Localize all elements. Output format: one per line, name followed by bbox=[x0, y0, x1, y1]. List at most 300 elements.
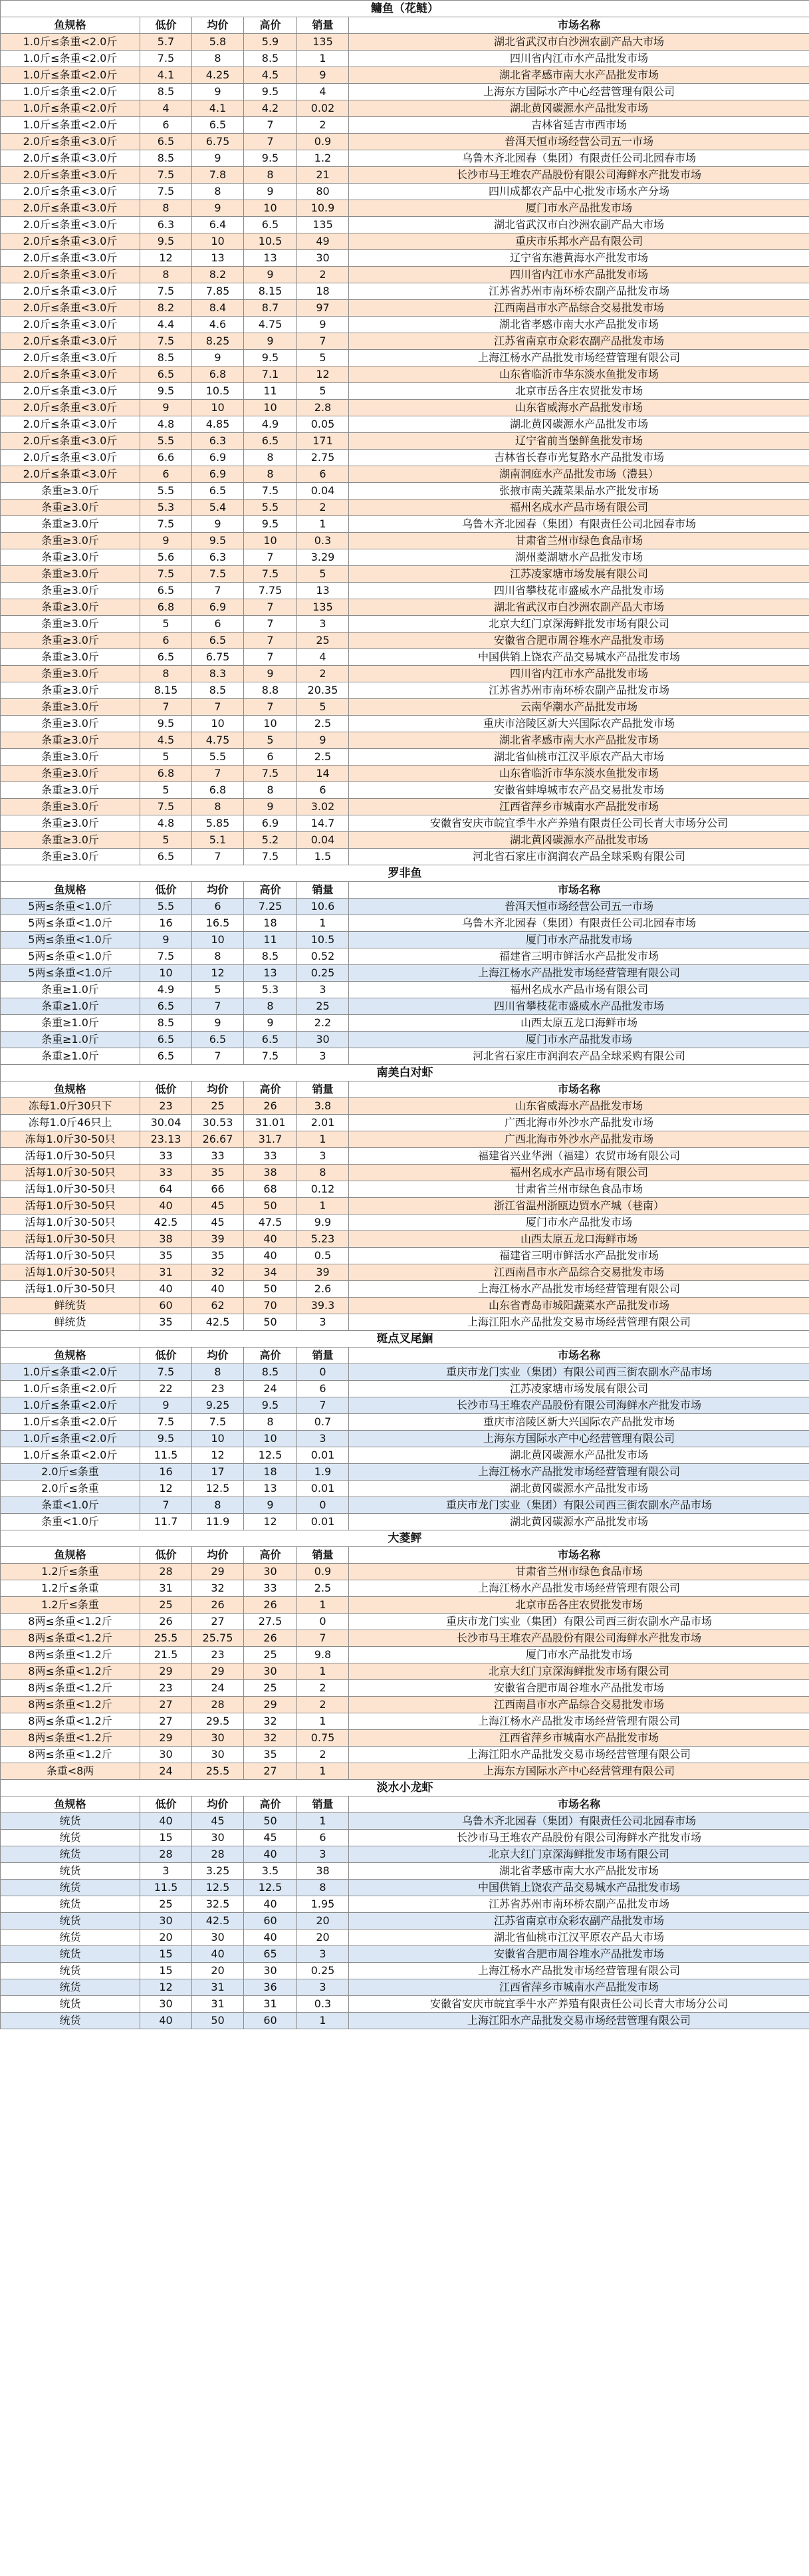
avg-price-cell: 8 bbox=[192, 948, 244, 965]
spec-cell: 2.0斤≤条重<3.0斤 bbox=[1, 433, 140, 450]
spec-cell: 条重≥3.0斤 bbox=[1, 599, 140, 616]
market-cell: 上海江杨水产品批发市场经营管理有限公司 bbox=[349, 965, 809, 982]
avg-price-cell: 26.67 bbox=[192, 1131, 244, 1148]
table-row bbox=[1, 732, 809, 749]
volume-cell: 0.9 bbox=[297, 134, 349, 150]
spec-cell: 条重≥3.0斤 bbox=[1, 500, 140, 516]
low-price-header: 低价 bbox=[140, 1081, 192, 1098]
volume-cell: 20 bbox=[297, 1930, 349, 1946]
high-price-cell: 6 bbox=[244, 749, 297, 766]
volume-cell: 5 bbox=[297, 383, 349, 400]
high-price-cell: 33 bbox=[244, 1148, 297, 1165]
avg-price-cell: 9 bbox=[192, 84, 244, 100]
volume-cell: 6 bbox=[297, 782, 349, 799]
high-price-cell: 5.9 bbox=[244, 34, 297, 51]
spec-header: 鱼规格 bbox=[1, 1348, 140, 1364]
volume-cell: 25 bbox=[297, 633, 349, 649]
volume-cell: 10.5 bbox=[297, 932, 349, 948]
volume-cell: 21 bbox=[297, 167, 349, 184]
market-cell: 四川省内江市水产品批发市场 bbox=[349, 267, 809, 283]
low-price-cell: 8.5 bbox=[140, 350, 192, 366]
market-cell: 湖北省武汉市白沙洲农副产品大市场 bbox=[349, 217, 809, 233]
avg-price-cell: 27 bbox=[192, 1614, 244, 1630]
low-price-cell: 9.5 bbox=[140, 1431, 192, 1447]
avg-price-cell: 3.25 bbox=[192, 1863, 244, 1880]
market-cell: 山西太原五龙口海鲜市场 bbox=[349, 1231, 809, 1248]
market-cell: 湖北黄冈碳源水产品批发市场 bbox=[349, 832, 809, 849]
volume-cell: 3 bbox=[297, 1431, 349, 1447]
avg-price-cell: 42.5 bbox=[192, 1913, 244, 1930]
section-title-row bbox=[1, 1065, 809, 1081]
volume-cell: 5 bbox=[297, 566, 349, 583]
avg-price-cell: 7.8 bbox=[192, 167, 244, 184]
volume-cell: 1 bbox=[297, 516, 349, 533]
volume-cell: 0.75 bbox=[297, 1730, 349, 1747]
low-price-cell: 8 bbox=[140, 267, 192, 283]
high-price-cell: 38 bbox=[244, 1165, 297, 1181]
market-cell: 江西南昌市水产品综合交易批发市场 bbox=[349, 1697, 809, 1713]
spec-header: 鱼规格 bbox=[1, 17, 140, 34]
low-price-cell: 22 bbox=[140, 1381, 192, 1397]
market-cell: 四川省内江市水产品批发市场 bbox=[349, 51, 809, 67]
low-price-cell: 7.5 bbox=[140, 1414, 192, 1431]
avg-price-cell: 8.5 bbox=[192, 682, 244, 699]
avg-price-cell: 12 bbox=[192, 965, 244, 982]
volume-cell: 38 bbox=[297, 1863, 349, 1880]
high-price-cell: 10 bbox=[244, 200, 297, 217]
avg-price-cell: 6.8 bbox=[192, 782, 244, 799]
volume-cell: 1 bbox=[297, 1131, 349, 1148]
avg-price-cell: 24 bbox=[192, 1680, 244, 1697]
low-price-cell: 6.5 bbox=[140, 134, 192, 150]
section-title: 大菱鲆 bbox=[1, 1530, 809, 1547]
table-row bbox=[1, 1663, 809, 1680]
low-price-cell: 29 bbox=[140, 1730, 192, 1747]
avg-price-cell: 7 bbox=[192, 766, 244, 782]
high-price-header: 高价 bbox=[244, 882, 297, 899]
low-price-cell: 28 bbox=[140, 1846, 192, 1863]
spec-cell: 条重≥3.0斤 bbox=[1, 766, 140, 782]
high-price-cell: 12.5 bbox=[244, 1447, 297, 1464]
low-price-cell: 9 bbox=[140, 932, 192, 948]
avg-price-cell: 13 bbox=[192, 250, 244, 267]
table-row bbox=[1, 1813, 809, 1830]
volume-cell: 0.3 bbox=[297, 1996, 349, 2013]
volume-cell: 1 bbox=[297, 1663, 349, 1680]
high-price-cell: 18 bbox=[244, 1464, 297, 1481]
table-row bbox=[1, 1930, 809, 1946]
spec-cell: 1.0斤≤条重<2.0斤 bbox=[1, 1381, 140, 1397]
volume-cell: 9.9 bbox=[297, 1215, 349, 1231]
avg-price-cell: 6.3 bbox=[192, 433, 244, 450]
market-cell: 上海江阳水产品批发交易市场经营管理有限公司 bbox=[349, 2013, 809, 2029]
low-price-cell: 5.3 bbox=[140, 500, 192, 516]
volume-cell: 0.12 bbox=[297, 1181, 349, 1198]
volume-cell: 2 bbox=[297, 117, 349, 134]
high-price-cell: 7 bbox=[244, 599, 297, 616]
volume-cell: 3 bbox=[297, 616, 349, 633]
market-cell: 上海江杨水产品批发市场经营管理有限公司 bbox=[349, 350, 809, 366]
spec-cell: 统货 bbox=[1, 1813, 140, 1830]
high-price-cell: 9 bbox=[244, 799, 297, 815]
avg-price-cell: 12.5 bbox=[192, 1481, 244, 1497]
avg-price-cell: 4.1 bbox=[192, 100, 244, 117]
spec-cell: 活每1.0斤30-50只 bbox=[1, 1165, 140, 1181]
volume-cell: 4 bbox=[297, 649, 349, 666]
high-price-cell: 47.5 bbox=[244, 1215, 297, 1231]
avg-price-header: 均价 bbox=[192, 882, 244, 899]
spec-cell: 2.0斤≤条重<3.0斤 bbox=[1, 450, 140, 466]
avg-price-cell: 33 bbox=[192, 1148, 244, 1165]
low-price-cell: 4 bbox=[140, 100, 192, 117]
volume-cell: 97 bbox=[297, 300, 349, 317]
volume-cell: 7 bbox=[297, 1630, 349, 1647]
volume-cell: 2.5 bbox=[297, 1580, 349, 1597]
low-price-cell: 3 bbox=[140, 1863, 192, 1880]
market-cell: 山东省临沂市华东淡水鱼批发市场 bbox=[349, 766, 809, 782]
avg-price-cell: 9.25 bbox=[192, 1397, 244, 1414]
spec-cell: 条重≥3.0斤 bbox=[1, 549, 140, 566]
table-row bbox=[1, 1048, 809, 1065]
low-price-cell: 7.5 bbox=[140, 1364, 192, 1381]
spec-cell: 条重≥3.0斤 bbox=[1, 782, 140, 799]
table-row bbox=[1, 134, 809, 150]
table-row bbox=[1, 400, 809, 416]
table-row bbox=[1, 1198, 809, 1215]
high-price-cell: 29 bbox=[244, 1697, 297, 1713]
avg-price-cell: 8.3 bbox=[192, 666, 244, 682]
table-row bbox=[1, 300, 809, 317]
avg-price-cell: 30 bbox=[192, 1747, 244, 1763]
spec-cell: 统货 bbox=[1, 1963, 140, 1979]
high-price-cell: 10.5 bbox=[244, 233, 297, 250]
spec-cell: 1.0斤≤条重<2.0斤 bbox=[1, 1364, 140, 1381]
market-cell: 江西省萍乡市城南水产品批发市场 bbox=[349, 799, 809, 815]
volume-cell: 6 bbox=[297, 1830, 349, 1846]
spec-cell: 条重≥3.0斤 bbox=[1, 849, 140, 865]
low-price-cell: 4.8 bbox=[140, 815, 192, 832]
spec-cell: 2.0斤≤条重<3.0斤 bbox=[1, 466, 140, 483]
table-row bbox=[1, 766, 809, 782]
avg-price-cell: 7.85 bbox=[192, 283, 244, 300]
spec-cell: 活每1.0斤30-50只 bbox=[1, 1215, 140, 1231]
volume-cell: 8 bbox=[297, 1880, 349, 1896]
low-price-cell: 4.4 bbox=[140, 317, 192, 333]
volume-cell: 3 bbox=[297, 1148, 349, 1165]
avg-price-cell: 7 bbox=[192, 849, 244, 865]
volume-cell: 2 bbox=[297, 500, 349, 516]
volume-cell: 10.6 bbox=[297, 899, 349, 915]
high-price-cell: 5 bbox=[244, 732, 297, 749]
market-cell: 湖北黄冈碳源水产品批发市场 bbox=[349, 1481, 809, 1497]
low-price-cell: 6.5 bbox=[140, 366, 192, 383]
high-price-cell: 8.5 bbox=[244, 1364, 297, 1381]
avg-price-cell: 29 bbox=[192, 1663, 244, 1680]
low-price-cell: 23 bbox=[140, 1680, 192, 1697]
high-price-cell: 7 bbox=[244, 117, 297, 134]
high-price-cell: 4.75 bbox=[244, 317, 297, 333]
spec-cell: 条重≥3.0斤 bbox=[1, 649, 140, 666]
avg-price-cell: 25.5 bbox=[192, 1763, 244, 1780]
spec-cell: 8两≤条重<1.2斤 bbox=[1, 1730, 140, 1747]
low-price-cell: 7.5 bbox=[140, 516, 192, 533]
high-price-cell: 26 bbox=[244, 1098, 297, 1115]
spec-cell: 统货 bbox=[1, 1979, 140, 1996]
market-cell: 福州名成水产品市场有限公司 bbox=[349, 982, 809, 998]
avg-price-cell: 31 bbox=[192, 1979, 244, 1996]
table-row bbox=[1, 1165, 809, 1181]
avg-price-cell: 10.5 bbox=[192, 383, 244, 400]
table-row bbox=[1, 1697, 809, 1713]
high-price-cell: 8 bbox=[244, 466, 297, 483]
avg-price-cell: 26 bbox=[192, 1597, 244, 1614]
low-price-cell: 6.5 bbox=[140, 583, 192, 599]
market-cell: 厦门市水产品批发市场 bbox=[349, 932, 809, 948]
high-price-cell: 31.01 bbox=[244, 1115, 297, 1131]
table-row bbox=[1, 1747, 809, 1763]
table-row bbox=[1, 799, 809, 815]
high-price-cell: 13 bbox=[244, 1481, 297, 1497]
high-price-cell: 60 bbox=[244, 2013, 297, 2029]
market-cell: 福州名成水产品市场有限公司 bbox=[349, 1165, 809, 1181]
avg-price-cell: 16.5 bbox=[192, 915, 244, 932]
avg-price-cell: 7.5 bbox=[192, 566, 244, 583]
market-cell: 上海东方国际水产中心经营管理有限公司 bbox=[349, 1763, 809, 1780]
volume-cell: 18 bbox=[297, 283, 349, 300]
market-cell: 山东省威海水产品批发市场 bbox=[349, 400, 809, 416]
market-cell: 上海江杨水产品批发市场经营管理有限公司 bbox=[349, 1713, 809, 1730]
volume-cell: 2 bbox=[297, 666, 349, 682]
volume-cell: 5 bbox=[297, 350, 349, 366]
market-cell: 江苏凌家塘市场发展有限公司 bbox=[349, 566, 809, 583]
high-price-cell: 4.2 bbox=[244, 100, 297, 117]
market-cell: 江苏省苏州市南环桥农副产品批发市场 bbox=[349, 1896, 809, 1913]
table-row bbox=[1, 200, 809, 217]
market-header: 市场名称 bbox=[349, 17, 809, 34]
spec-cell: 2.0斤≤条重<3.0斤 bbox=[1, 200, 140, 217]
volume-cell: 20 bbox=[297, 1913, 349, 1930]
table-row bbox=[1, 915, 809, 932]
market-cell: 四川省内江市水产品批发市场 bbox=[349, 666, 809, 682]
avg-price-cell: 8 bbox=[192, 51, 244, 67]
avg-price-cell: 6.8 bbox=[192, 366, 244, 383]
high-price-cell: 30 bbox=[244, 1963, 297, 1979]
low-price-cell: 12 bbox=[140, 250, 192, 267]
avg-price-cell: 9 bbox=[192, 200, 244, 217]
market-cell: 河北省石家庄市润润农产品全球采购有限公司 bbox=[349, 1048, 809, 1065]
low-price-cell: 9.5 bbox=[140, 383, 192, 400]
high-price-cell: 8 bbox=[244, 1414, 297, 1431]
volume-header: 销量 bbox=[297, 1796, 349, 1813]
spec-cell: 1.0斤≤条重<2.0斤 bbox=[1, 1431, 140, 1447]
table-row bbox=[1, 1464, 809, 1481]
market-cell: 乌鲁木齐北园春（集团）有限责任公司北园春市场 bbox=[349, 150, 809, 167]
high-price-cell: 7 bbox=[244, 134, 297, 150]
spec-cell: 鲜统货 bbox=[1, 1298, 140, 1314]
low-price-cell: 31 bbox=[140, 1264, 192, 1281]
table-row bbox=[1, 533, 809, 549]
low-price-cell: 29 bbox=[140, 1663, 192, 1680]
market-cell: 安徽省合肥市周谷堆水产品批发市场 bbox=[349, 1946, 809, 1963]
low-price-cell: 5.5 bbox=[140, 433, 192, 450]
high-price-cell: 8.8 bbox=[244, 682, 297, 699]
avg-price-cell: 42.5 bbox=[192, 1314, 244, 1331]
spec-cell: 2.0斤≤条重<3.0斤 bbox=[1, 184, 140, 200]
market-cell: 北京市岳各庄农贸批发市场 bbox=[349, 1597, 809, 1614]
high-price-cell: 45 bbox=[244, 1830, 297, 1846]
market-cell: 北京市岳各庄农贸批发市场 bbox=[349, 383, 809, 400]
market-cell: 辽宁省东港黄海水产批发市场 bbox=[349, 250, 809, 267]
avg-price-header: 均价 bbox=[192, 1796, 244, 1813]
volume-cell: 39.3 bbox=[297, 1298, 349, 1314]
market-cell: 吉林省延吉市西市场 bbox=[349, 117, 809, 134]
high-price-cell: 9 bbox=[244, 333, 297, 350]
table-row bbox=[1, 483, 809, 500]
volume-cell: 13 bbox=[297, 583, 349, 599]
avg-price-cell: 5 bbox=[192, 982, 244, 998]
avg-price-header: 均价 bbox=[192, 17, 244, 34]
volume-cell: 1.95 bbox=[297, 1896, 349, 1913]
avg-price-cell: 20 bbox=[192, 1963, 244, 1979]
spec-cell: 5两≤条重<1.0斤 bbox=[1, 965, 140, 982]
spec-cell: 1.0斤≤条重<2.0斤 bbox=[1, 1447, 140, 1464]
market-cell: 甘肃省兰州市绿色食品市场 bbox=[349, 1181, 809, 1198]
market-cell: 厦门市水产品批发市场 bbox=[349, 200, 809, 217]
avg-price-cell: 45 bbox=[192, 1813, 244, 1830]
low-price-cell: 6.3 bbox=[140, 217, 192, 233]
spec-cell: 2.0斤≤条重<3.0斤 bbox=[1, 366, 140, 383]
market-cell: 上海东方国际水产中心经营管理有限公司 bbox=[349, 1431, 809, 1447]
spec-cell: 8两≤条重<1.2斤 bbox=[1, 1630, 140, 1647]
avg-price-cell: 10 bbox=[192, 1431, 244, 1447]
spec-cell: 2.0斤≤条重<3.0斤 bbox=[1, 333, 140, 350]
volume-cell: 8 bbox=[297, 1165, 349, 1181]
table-row bbox=[1, 466, 809, 483]
table-row bbox=[1, 500, 809, 516]
volume-cell: 3 bbox=[297, 1314, 349, 1331]
low-price-cell: 7.5 bbox=[140, 799, 192, 815]
low-price-cell: 8.5 bbox=[140, 150, 192, 167]
avg-price-cell: 28 bbox=[192, 1846, 244, 1863]
volume-cell: 135 bbox=[297, 34, 349, 51]
avg-price-cell: 32 bbox=[192, 1264, 244, 1281]
spec-cell: 8两≤条重<1.2斤 bbox=[1, 1747, 140, 1763]
volume-cell: 1 bbox=[297, 1813, 349, 1830]
market-cell: 福州名成水产品市场有限公司 bbox=[349, 500, 809, 516]
table-row bbox=[1, 350, 809, 366]
spec-cell: 8两≤条重<1.2斤 bbox=[1, 1647, 140, 1663]
market-cell: 上海江阳水产品批发交易市场经营管理有限公司 bbox=[349, 1314, 809, 1331]
high-price-cell: 10 bbox=[244, 400, 297, 416]
volume-cell: 1 bbox=[297, 1597, 349, 1614]
high-price-cell: 7.5 bbox=[244, 1048, 297, 1065]
high-price-cell: 8.7 bbox=[244, 300, 297, 317]
high-price-cell: 32 bbox=[244, 1713, 297, 1730]
high-price-cell: 8.5 bbox=[244, 948, 297, 965]
market-cell: 江苏省苏州市南环桥农副产品批发市场 bbox=[349, 283, 809, 300]
market-cell: 江苏省南京市众彩农副产品批发市场 bbox=[349, 333, 809, 350]
market-cell: 重庆市涪陵区新大兴国际农产品批发市场 bbox=[349, 1414, 809, 1431]
market-header: 市场名称 bbox=[349, 1348, 809, 1364]
spec-cell: 条重<1.0斤 bbox=[1, 1497, 140, 1514]
low-price-cell: 38 bbox=[140, 1231, 192, 1248]
avg-price-cell: 6.9 bbox=[192, 450, 244, 466]
high-price-cell: 9.5 bbox=[244, 150, 297, 167]
low-price-cell: 8.5 bbox=[140, 84, 192, 100]
spec-cell: 2.0斤≤条重<3.0斤 bbox=[1, 300, 140, 317]
volume-cell: 3 bbox=[297, 982, 349, 998]
low-price-cell: 7.5 bbox=[140, 184, 192, 200]
high-price-cell: 6.5 bbox=[244, 217, 297, 233]
low-price-cell: 8 bbox=[140, 666, 192, 682]
table-row bbox=[1, 84, 809, 100]
high-price-cell: 11 bbox=[244, 383, 297, 400]
table-row bbox=[1, 616, 809, 633]
volume-cell: 1 bbox=[297, 51, 349, 67]
spec-cell: 1.0斤≤条重<2.0斤 bbox=[1, 1414, 140, 1431]
high-price-cell: 24 bbox=[244, 1381, 297, 1397]
high-price-cell: 40 bbox=[244, 1846, 297, 1863]
low-price-cell: 35 bbox=[140, 1314, 192, 1331]
table-row bbox=[1, 1979, 809, 1996]
market-cell: 乌鲁木齐北园春（集团）有限责任公司北园春市场 bbox=[349, 516, 809, 533]
market-cell: 厦门市水产品批发市场 bbox=[349, 1032, 809, 1048]
high-price-cell: 7 bbox=[244, 633, 297, 649]
market-cell: 湖北省武汉市白沙洲农副产品大市场 bbox=[349, 599, 809, 616]
volume-cell: 9 bbox=[297, 317, 349, 333]
spec-cell: 1.0斤≤条重<2.0斤 bbox=[1, 34, 140, 51]
volume-cell: 2.75 bbox=[297, 450, 349, 466]
market-cell: 湖北省武汉市白沙洲农副产品大市场 bbox=[349, 34, 809, 51]
spec-cell: 冻每1.0斤46只上 bbox=[1, 1115, 140, 1131]
high-price-cell: 9 bbox=[244, 1497, 297, 1514]
high-price-cell: 9.5 bbox=[244, 1397, 297, 1414]
high-price-cell: 7.5 bbox=[244, 849, 297, 865]
market-cell: 重庆市龙门实业（集团）有限公司西三街农副水产品市场 bbox=[349, 1364, 809, 1381]
high-price-cell: 4.5 bbox=[244, 67, 297, 84]
high-price-cell: 5.2 bbox=[244, 832, 297, 849]
high-price-cell: 9 bbox=[244, 1015, 297, 1032]
high-price-cell: 6.5 bbox=[244, 1032, 297, 1048]
avg-price-cell: 6.5 bbox=[192, 1032, 244, 1048]
avg-price-cell: 10 bbox=[192, 400, 244, 416]
avg-price-cell: 8 bbox=[192, 799, 244, 815]
avg-price-cell: 8.2 bbox=[192, 267, 244, 283]
volume-cell: 2.5 bbox=[297, 716, 349, 732]
table-row bbox=[1, 1447, 809, 1464]
table-row bbox=[1, 1880, 809, 1896]
low-price-cell: 11.5 bbox=[140, 1447, 192, 1464]
table-row bbox=[1, 233, 809, 250]
high-price-cell: 7.75 bbox=[244, 583, 297, 599]
table-row bbox=[1, 1181, 809, 1198]
high-price-header: 高价 bbox=[244, 1796, 297, 1813]
avg-price-cell: 5.4 bbox=[192, 500, 244, 516]
avg-price-cell: 66 bbox=[192, 1181, 244, 1198]
avg-price-cell: 62 bbox=[192, 1298, 244, 1314]
market-cell: 四川省攀枝花市盛威水产品批发市场 bbox=[349, 998, 809, 1015]
low-price-cell: 5.7 bbox=[140, 34, 192, 51]
spec-cell: 2.0斤≤条重<3.0斤 bbox=[1, 150, 140, 167]
spec-header: 鱼规格 bbox=[1, 1796, 140, 1813]
section-title-row bbox=[1, 865, 809, 882]
table-row bbox=[1, 34, 809, 51]
avg-price-cell: 29.5 bbox=[192, 1713, 244, 1730]
volume-cell: 80 bbox=[297, 184, 349, 200]
low-price-cell: 7.5 bbox=[140, 51, 192, 67]
low-price-cell: 5.6 bbox=[140, 549, 192, 566]
spec-cell: 统货 bbox=[1, 1996, 140, 2013]
